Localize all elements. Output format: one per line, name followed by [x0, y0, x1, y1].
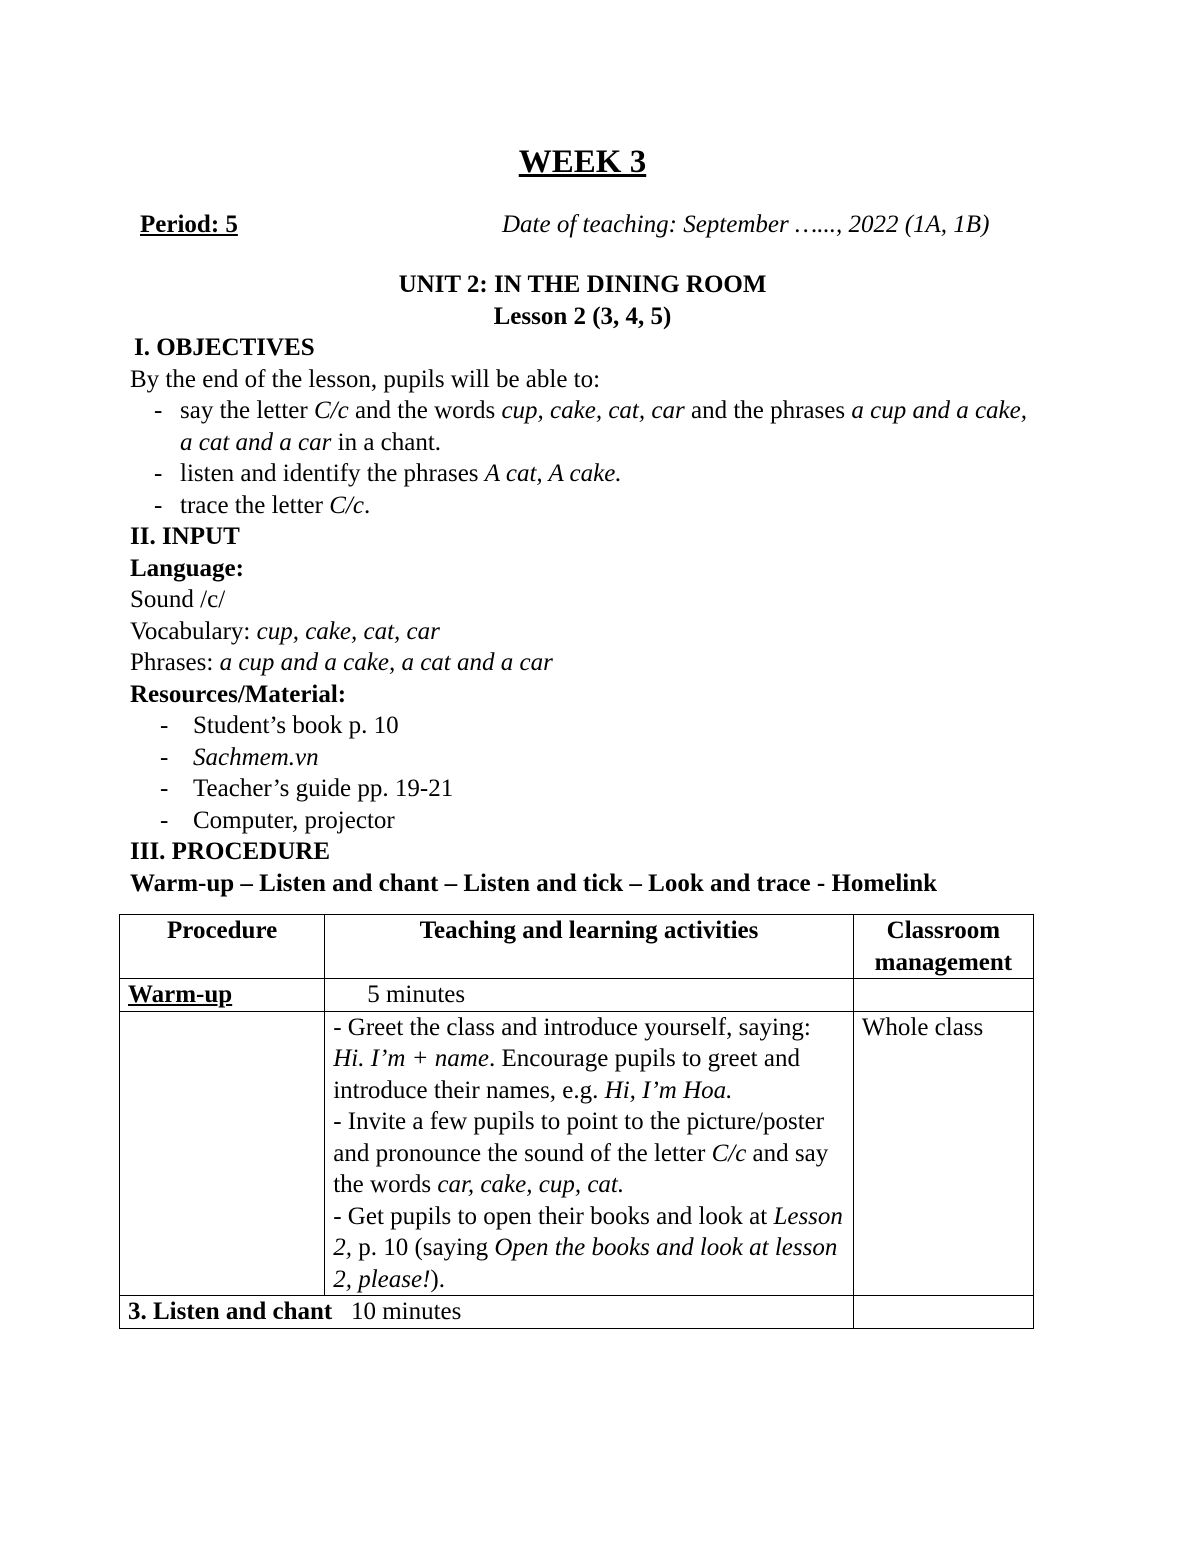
objectives-list	[130, 395, 1035, 521]
resource-item: - Sachmem.vn	[160, 743, 319, 771]
resource-item: - Student’s book p. 10	[160, 712, 399, 739]
week-title: WEEK 3	[518, 144, 647, 180]
warmup-time: 5 minutes	[325, 979, 854, 1012]
header-management: Classroom management	[853, 915, 1033, 979]
lesson-title: Lesson 2 (3, 4, 5)	[493, 302, 672, 330]
warmup-activities	[325, 1011, 854, 1296]
header-activities: Teaching and learning activities	[325, 915, 854, 979]
management-cell: Whole class	[853, 1011, 1033, 1296]
resource-item: - Teacher’s guide pp. 19-21	[160, 775, 454, 802]
listen-chant-row: 3. Listen and chant 10 minutes	[120, 1296, 854, 1329]
unit-title: UNIT 2: IN THE DINING ROOM	[398, 271, 767, 298]
table-row	[120, 979, 1034, 1012]
activity-open-books: - Get pupils to open their books and look at Lesson 2, p. 10 (saying Open the books and look at lesson 2, please!).	[333, 1202, 843, 1293]
input-heading: II. INPUT	[130, 523, 240, 550]
phrases-line: Phrases: a cup and a cake, a cat and a car	[130, 649, 553, 676]
resources-heading: Resources/Material:	[130, 680, 347, 708]
empty-cell	[853, 979, 1033, 1012]
sound-line: Sound /c/	[130, 586, 226, 613]
empty-cell	[120, 1011, 325, 1296]
activity-point: - Invite a few pupils to point to the picture/poster and pronounce the sound of the letter C/c and say the words car, cake, cup, cat.	[333, 1108, 829, 1198]
procedure-heading: III. PROCEDURE	[130, 838, 331, 865]
period-row	[130, 209, 1035, 243]
teaching-date: Date of teaching: September …..., 2022 (1A, 1B)	[502, 211, 990, 238]
objective-item: - trace the letter C/c.	[154, 491, 371, 519]
resources-list	[130, 710, 1035, 836]
objectives-heading: I. OBJECTIVES	[134, 334, 315, 361]
vocabulary-line: Vocabulary: cup, cake, cat, car	[130, 617, 440, 645]
warmup-label: Warm-up	[120, 979, 325, 1012]
objective-item: - listen and identify the phrases A cat, A cake.	[154, 460, 622, 487]
empty-cell	[853, 1296, 1033, 1329]
lesson-plan	[130, 140, 1035, 899]
period-label: Period: 5	[140, 211, 238, 238]
procedure-sequence: Warm-up – Listen and chant – Listen and tick – Look and trace - Homelink	[130, 869, 938, 897]
activity-greet: - Greet the class and introduce yourself, saying: Hi. I’m + name. Encourage pupils to greet and introduce their names, e.g. Hi, I’m Hoa.	[333, 1013, 811, 1104]
objectives-intro: By the end of the lesson, pupils will be able to:	[130, 365, 601, 393]
procedure-table	[119, 914, 1034, 1329]
table-row	[120, 1011, 1034, 1296]
table-row	[120, 1296, 1034, 1329]
header-procedure: Procedure	[120, 915, 325, 979]
objective-item: - say the letter C/c and the words cup, cake, cat, car and the phrases a cup and a cake, a cat and a car in a chant.	[154, 397, 1027, 456]
resource-item: - Computer, projector	[160, 806, 395, 834]
table-header-row	[120, 915, 1034, 979]
language-heading: Language:	[130, 554, 244, 582]
